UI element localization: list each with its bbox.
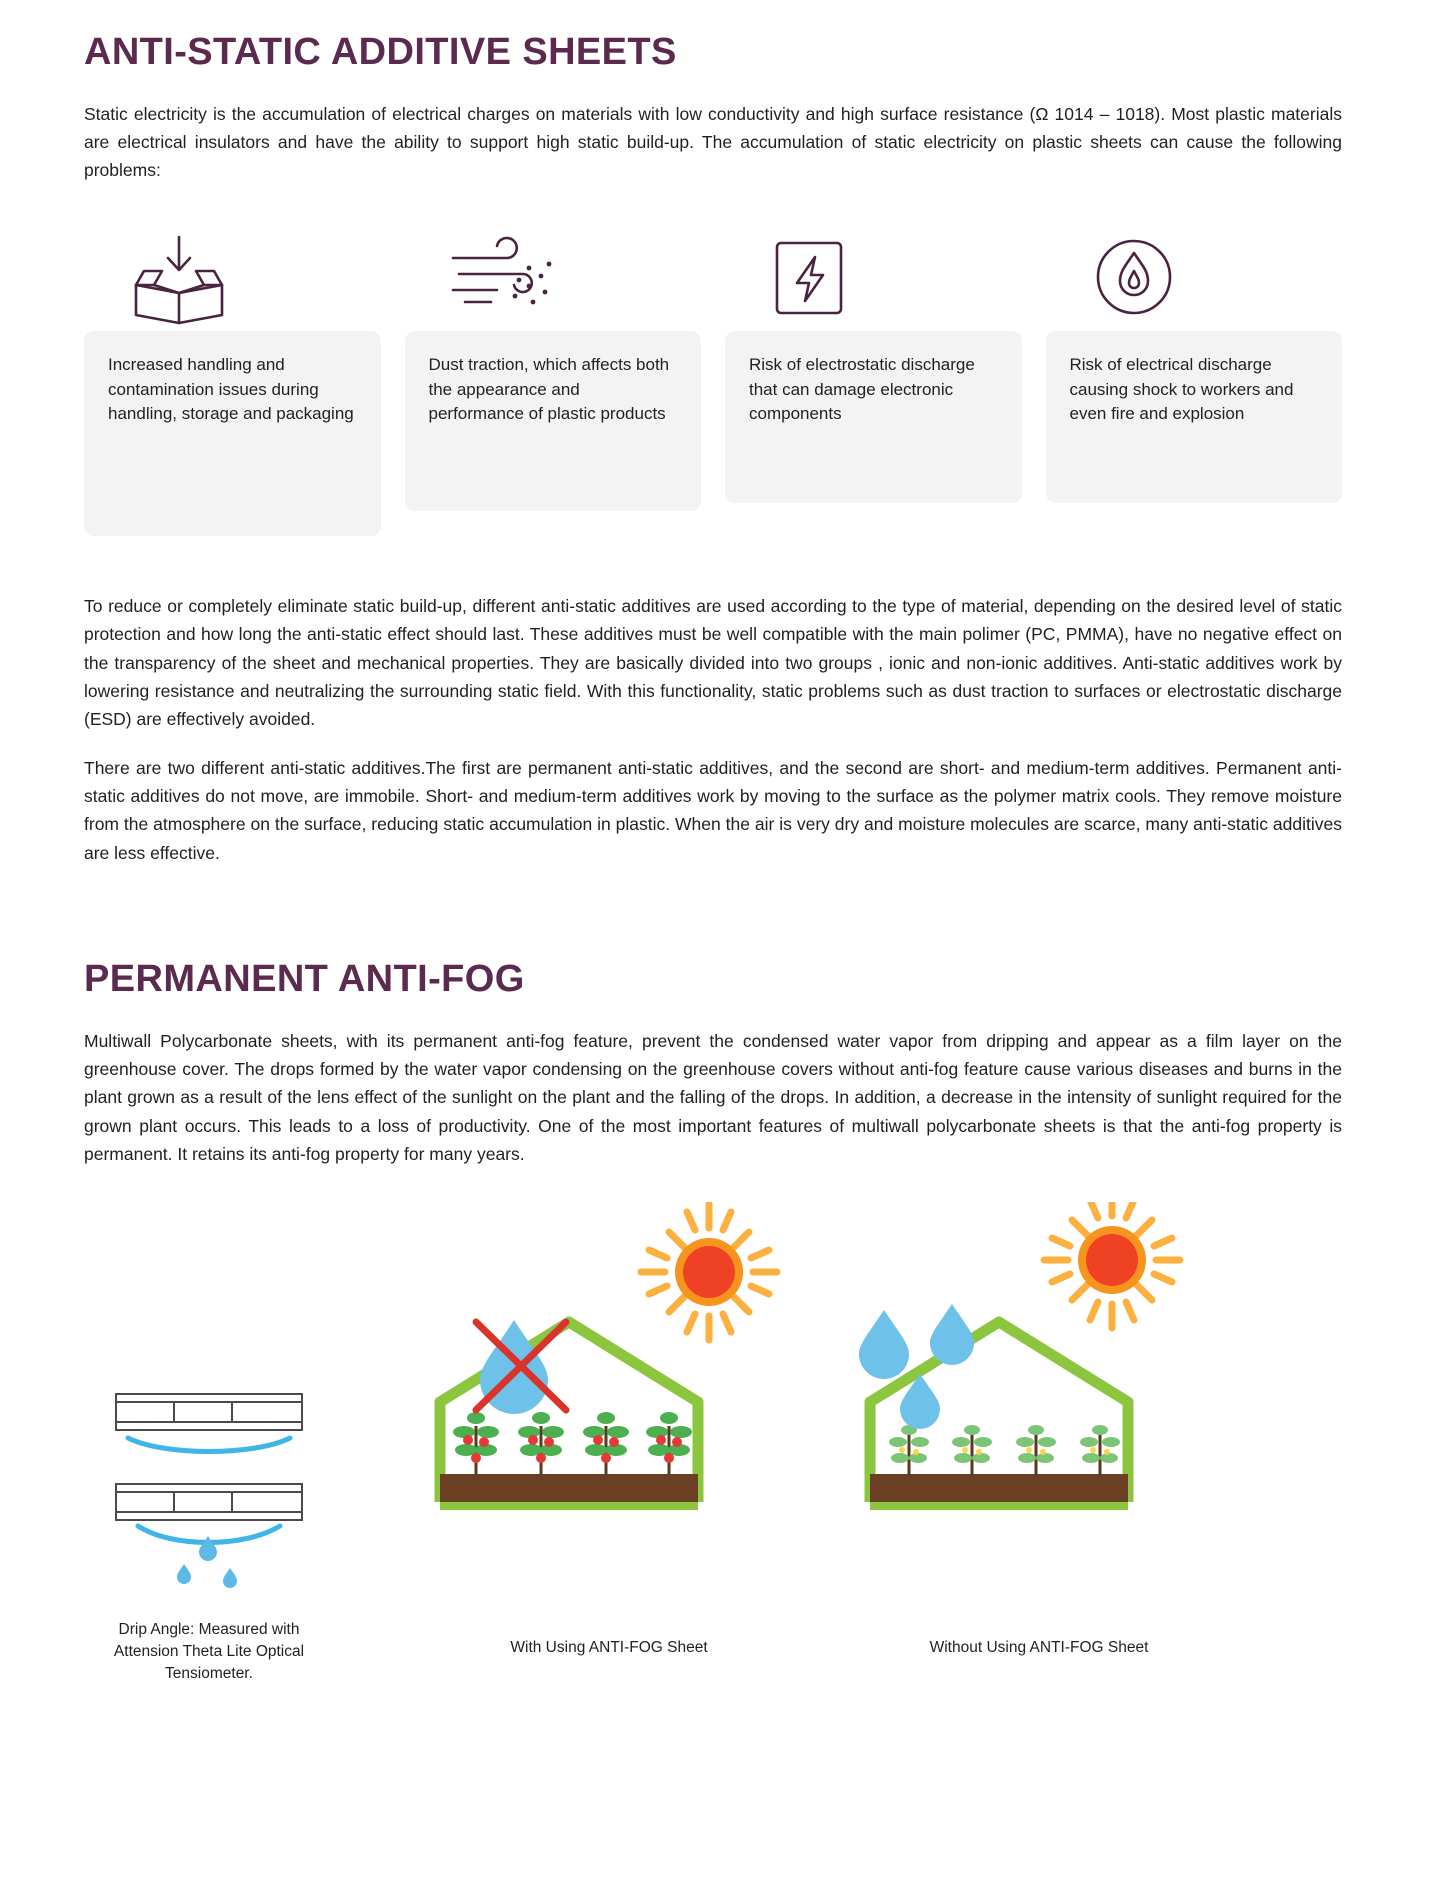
page-title-anti-static: ANTI-STATIC ADDITIVE SHEETS [84, 31, 677, 73]
problem-item-4 [1046, 227, 1343, 536]
problem-item-3 [725, 227, 1022, 536]
anti-static-body [84, 592, 1342, 867]
anti-fog-section [84, 959, 1342, 1723]
package-down-arrow-icon [84, 227, 381, 331]
greenhouse-without-antifog [844, 1202, 1234, 1659]
wind-dust-icon [405, 227, 702, 331]
problem-card-text: Risk of electrical discharge causing shock to workers and even fire and explosion [1046, 331, 1343, 503]
figure-caption: With Using ANTI-FOG Sheet [510, 1639, 708, 1657]
page-title-anti-fog: PERMANENT ANTI-FOG [84, 957, 525, 1000]
electrostatic-discharge-icon [725, 227, 1022, 331]
greenhouse-with-antifog [414, 1202, 804, 1659]
figure-caption: Without Using ANTI-FOG Sheet [929, 1639, 1149, 1657]
problem-card-text: Risk of electrostatic discharge that can damage electronic components [725, 331, 1022, 503]
figure-caption: Drip Angle: Measured with Attension Theta Lite Optical Tensiometer. [113, 1621, 305, 1683]
anti-fog-paragraph-1: Multiwall Polycarbonate sheets, with its permanent anti-fog feature, prevent the condensed water vapor from dripping and appear as a film layer on the greenhouse cover. The drops formed by the water vapor condensing on the greenhouse covers without anti-fog feature cause various diseases and burns in the plant grown as a result of the lens effect of the sunlight on the plant and the falling of the drops. In addition, a decrease in the intensity of sunlight required for the grown plant occurs. This leads to a loss of productivity. One of the most important features of multiwall polycarbonate sheets is that the anti-fog property is permanent. It retains its anti-fog property for many years. [84, 1030, 1342, 1165]
anti-static-paragraph-1: To reduce or completely eliminate static build-up, different anti-static additives are used according to the type of material, depending on the desired level of static protection and how long the anti-static effect should last. These additives must be well compatible with the main polimer (PC, PMMA), have no negative effect on the transparency of the sheet and mechanical properties. They are basically divided into two groups , ionic and non-ionic additives. Anti-static additives work by lowering resistance and neutralizing the surrounding static field. With this functionality, static problems such as dust traction to surfaces or electrostatic discharge (ESD) are effectively avoided. [84, 595, 1342, 730]
problem-item-1 [84, 227, 381, 536]
drip-angle-diagram [94, 1380, 324, 1685]
anti-fog-figure-row [84, 1202, 1342, 1722]
fire-hazard-icon [1046, 227, 1343, 331]
anti-static-intro-paragraph: Static electricity is the accumulation of electrical charges on materials with low conductivity and high surface resistance (Ω 1014 – 1018). Most plastic materials are electrical insulators and have the ability to support high static build-up. The accumulation of static electricity on plastic sheets can cause the following problems: [84, 103, 1342, 181]
problem-card-text: Dust traction, which affects both the appearance and performance of plastic products [405, 331, 702, 511]
anti-static-paragraph-2: There are two different anti-static additives.The first are permanent anti-static additives, and the second are short- and medium-term additives. Permanent anti-static additives do not move, are immobile. Short- and medium-term additives work by moving to the surface as the polymer matrix cools. They remove moisture from the atmosphere on the surface, reducing static accumulation in plastic. When the air is very dry and moisture molecules are scarce, many anti-static additives are less effective. [84, 757, 1342, 863]
problem-item-2 [405, 227, 702, 536]
problem-cards-row [84, 227, 1342, 536]
problem-card-text: Increased handling and contamination issues during handling, storage and packaging [84, 331, 381, 536]
